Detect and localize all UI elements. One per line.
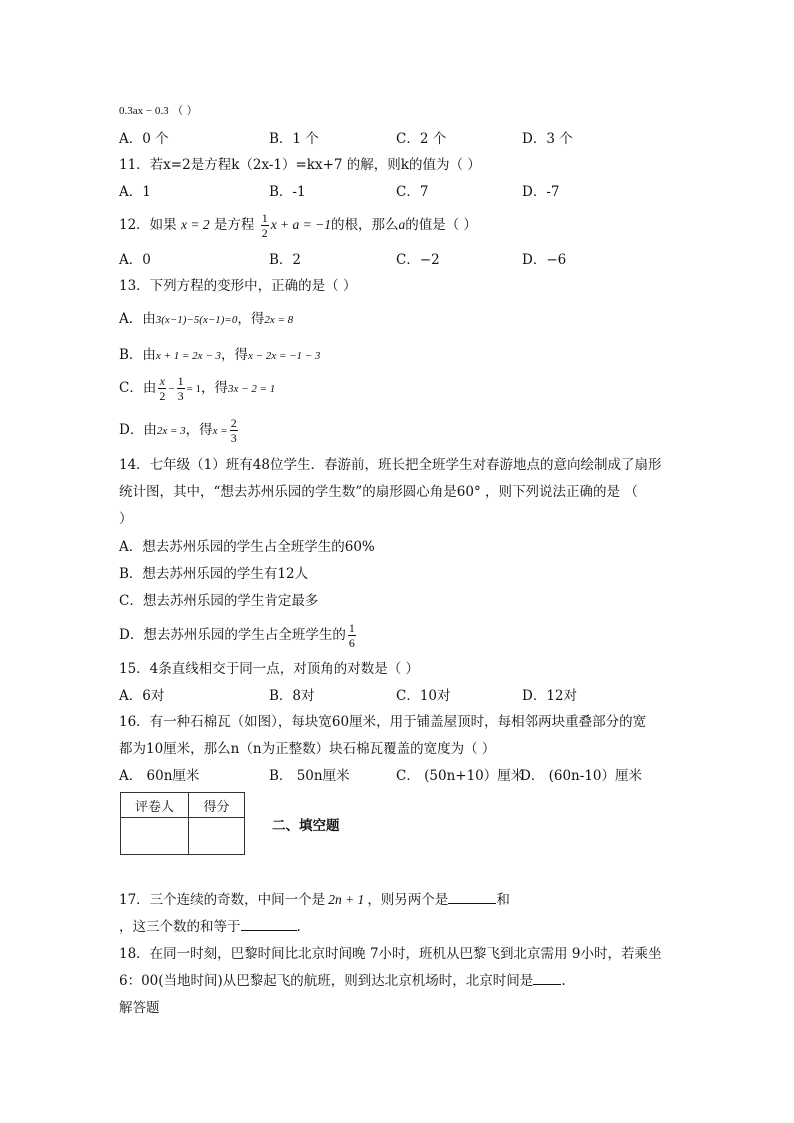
q13-a-pre: A．由	[119, 311, 156, 327]
q10-option-a: A．0 个	[119, 131, 169, 147]
q17-blank-1[interactable]	[448, 891, 496, 904]
q10-expr: 0.3ax − 0.3	[119, 105, 169, 117]
section-answer-title: 解答题	[119, 1000, 160, 1016]
q17-period: .	[296, 919, 301, 935]
q13-d-fraction	[230, 417, 238, 444]
q12-question	[119, 210, 477, 240]
q13-c-frac1	[158, 375, 166, 402]
q14-line-3: ）	[119, 511, 133, 527]
q12-expr: x + a = −1	[270, 217, 332, 232]
q18-line2-text: 6：00(当地时间)从巴黎起飞的航班，则到达北京机场时，北京时间是	[119, 973, 534, 989]
q13-c-frac2	[177, 375, 185, 402]
q12-post: 的根，那么	[331, 217, 399, 233]
q14-d-fraction	[348, 622, 356, 649]
q15-question: 15．4条直线相交于同一点，对顶角的对数是（ ）	[119, 661, 420, 677]
q13-c-frac1-den: 2	[159, 389, 166, 403]
q17-post: ，则另两个是	[367, 892, 449, 908]
q11-option-a: A．1	[119, 184, 151, 200]
q13-c-result: 3x − 2 = 1	[228, 383, 276, 395]
q13-option-b	[119, 346, 320, 365]
q14-option-d	[119, 620, 358, 650]
q14-d-frac-den: 6	[348, 636, 355, 650]
q13-c-eq: = 1	[186, 383, 202, 395]
q13-a-mid: ，得	[237, 311, 265, 327]
q17-line2-text: ，这三个数的和等于	[119, 919, 241, 935]
q13-b-result: x − 2x = −1 − 3	[247, 350, 321, 362]
q16-option-b: B． 50n厘米	[269, 768, 350, 784]
q12-option-c: C．−2	[396, 252, 440, 268]
score-header: 得分	[189, 793, 245, 818]
q12-var: a	[398, 217, 406, 232]
q17-line-1	[119, 891, 510, 909]
q13-d-mid: ，得	[185, 422, 213, 438]
q12-option-d: D．−6	[522, 252, 567, 268]
q13-d-frac-num: 2	[230, 416, 237, 430]
q12-option-a: A．0	[119, 252, 151, 268]
grader-cell[interactable]	[121, 818, 189, 855]
q13-a-result: 2x = 8	[264, 314, 294, 326]
q11-option-b: B．-1	[269, 184, 306, 200]
q15-option-d: D．12对	[522, 688, 578, 704]
q14-line-1: 14．七年级（1）班有48位学生．春游前，班长把全班学生对春游地点的意向绘制成了扇形	[119, 457, 662, 473]
q16-line-2: 都为10厘米，那么n（n为正整数）块石棉瓦覆盖的宽度为（ ）	[119, 741, 496, 757]
q12-frac-den: 2	[261, 226, 268, 240]
q14-option-a: A．想去苏州乐园的学生占全班学生的60%	[119, 539, 375, 555]
q12-eq: x = 2	[180, 217, 210, 232]
q17-expr: 2n + 1	[328, 892, 365, 907]
q10-option-c: C．2 个	[396, 131, 447, 147]
q13-option-c	[119, 374, 275, 403]
section-fill-in-blank-title: 二、填空题	[272, 818, 340, 834]
q13-d-lhs: x =	[212, 425, 228, 437]
q15-option-b: B．8对	[269, 688, 315, 704]
q12-mid: 是方程	[213, 217, 255, 233]
q14-option-b: B．想去苏州乐园的学生有12人	[119, 566, 309, 582]
q15-option-a: A．6对	[119, 688, 165, 704]
q13-b-mid: ，得	[220, 347, 248, 363]
q18-line-2	[119, 972, 566, 990]
q16-option-a: A． 60n厘米	[119, 768, 200, 784]
grader-score-table	[120, 792, 245, 855]
q14-d-frac-num: 1	[348, 621, 355, 635]
q13-option-d	[119, 416, 240, 445]
q13-c-minus: −	[168, 383, 175, 395]
q12-frac-num: 1	[261, 211, 268, 225]
q13-c-frac2-num: 1	[177, 374, 184, 388]
q17-line-2	[119, 918, 301, 936]
q17-and: 和	[496, 892, 510, 908]
q11-question: 11．若x=2是方程k（2x-1）=kx+7 的解，则k的值为（ ）	[119, 157, 481, 173]
score-cell[interactable]	[189, 818, 245, 855]
q13-option-a	[119, 310, 293, 329]
q13-b-pre: B．由	[119, 347, 156, 363]
q17-blank-2[interactable]	[241, 918, 297, 931]
q10-option-d: D．3 个	[522, 131, 573, 147]
q15-option-c: C．10对	[396, 688, 451, 704]
q13-question: 13．下列方程的变形中，正确的是（ ）	[119, 278, 357, 294]
q16-line-1: 16．有一种石棉瓦（如图），每块宽60厘米，用于铺盖屋顶时，每相邻两块重叠部分的宽	[119, 714, 647, 730]
q18-period: .	[561, 973, 566, 989]
grader-header: 评卷人	[121, 793, 189, 818]
q18-line-1: 18．在同一时刻，巴黎时间比北京时间晚 7小时，班机从巴黎飞到北京需用 9小时，若乘坐	[119, 946, 662, 962]
q13-c-frac1-num: x	[159, 374, 165, 388]
q14-d-pre: D．想去苏州乐园的学生占全班学生的	[119, 627, 346, 643]
q17-pre: 17．三个连续的奇数，中间一个是	[119, 892, 326, 908]
q12-pre: 12．如果	[119, 217, 177, 233]
q12-tail: 的值是（ ）	[405, 217, 478, 233]
q13-c-pre: C．由	[119, 380, 157, 396]
q10-option-b: B．1 个	[269, 131, 319, 147]
q10-expression	[119, 102, 198, 120]
q12-fraction	[261, 212, 269, 239]
q13-c-frac2-den: 3	[177, 389, 184, 403]
q13-b-expr: x + 1 = 2x − 3	[155, 350, 221, 362]
q18-blank[interactable]	[533, 972, 561, 985]
q13-d-frac-den: 3	[230, 431, 237, 445]
q13-c-mid: ，得	[201, 380, 229, 396]
q14-option-c: C．想去苏州乐园的学生肯定最多	[119, 593, 319, 609]
q16-option-c: C． (50n+10）厘米	[396, 768, 525, 784]
q11-option-d: D．-7	[522, 184, 560, 200]
q13-d-pre: D．由	[119, 422, 157, 438]
q12-option-b: B．2	[269, 252, 302, 268]
q11-option-c: C．7	[396, 184, 429, 200]
q14-line-2: 统计图，其中，“想去苏州乐园的学生数”的扇形圆心角是60° ，则下列说法正确的是 （	[119, 484, 638, 500]
q13-d-expr: 2x = 3	[156, 425, 186, 437]
q10-paren: （ ）	[172, 104, 198, 117]
q16-option-d: D． (60n-10）厘米	[520, 768, 642, 784]
q13-a-expr: 3(x−1)−5(x−1)=0	[155, 314, 238, 326]
